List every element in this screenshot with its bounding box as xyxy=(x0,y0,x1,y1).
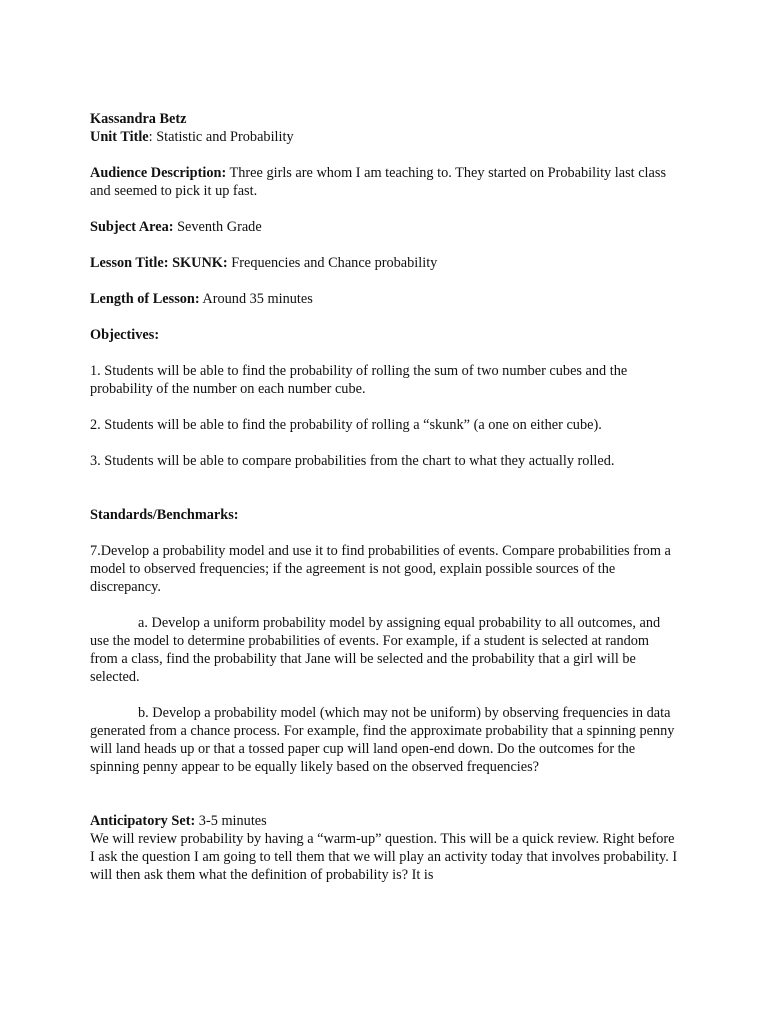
anticipatory-label: Anticipatory Set: xyxy=(90,813,196,829)
unit-title-value: : Statistic and Probability xyxy=(148,129,294,145)
anticipatory-value: 3-5 minutes xyxy=(195,813,267,829)
unit-title-label: Unit Title xyxy=(90,129,149,145)
audience-label: Audience Description: xyxy=(90,165,227,181)
audience-value: Three girls are whom I am teaching to. They started on Probability last class and seemed to pick it up fast. xyxy=(90,165,667,199)
subject-label: Subject Area: xyxy=(90,219,174,235)
objective-item: 3. Students will be able to compare probabilities from the chart to what they actually rolled. xyxy=(90,453,615,469)
objective-item: 2. Students will be able to find the probability of rolling a “skunk” (a one on either cube). xyxy=(90,417,602,433)
subject-area-line xyxy=(90,218,680,236)
unit-title-line xyxy=(90,128,680,146)
standards-heading: Standards/Benchmarks: xyxy=(90,507,239,523)
lesson-length-line xyxy=(90,290,680,308)
anticipatory-body: We will review probability by having a “warm-up” question. This will be a quick review. Right before I ask the question I am going to tell them that we will play an activity today that involves probability. I will then ask them what the definition of probability is? It is xyxy=(90,831,678,883)
anticipatory-set-line xyxy=(90,812,680,830)
lesson-title-label: Lesson Title: xyxy=(90,255,169,271)
lesson-title-bold-value: SKUNK: xyxy=(168,255,228,271)
lesson-title-value: Frequencies and Chance probability xyxy=(227,255,438,271)
document-page xyxy=(90,110,680,884)
subject-value: Seventh Grade xyxy=(173,219,262,235)
standard-a: a. Develop a uniform probability model by assigning equal probability to all outcomes, and use the model to determine probabilities of events. For example, if a student is selected at random from a class, find the probability that Jane will be selected and the probability that a girl will be selected. xyxy=(90,615,661,685)
length-value: Around 35 minutes xyxy=(199,291,313,307)
length-label: Length of Lesson: xyxy=(90,291,200,307)
objectives-heading: Objectives: xyxy=(90,327,160,343)
audience-description xyxy=(90,164,680,200)
standard-main: 7.Develop a probability model and use it to find probabilities of events. Compare probabilities from a model to observed frequencies; if the agreement is not good, explain possible sources of the discrepancy. xyxy=(90,543,671,595)
standard-b: b. Develop a probability model (which may not be uniform) by observing frequencies in data generated from a chance process. For example, find the approximate probability that a spinning penny will land heads up or that a tossed paper cup will land open-end down. Do the outcomes for the spinning penny appear to be equally likely based on the observed frequencies? xyxy=(90,705,675,775)
lesson-title-line xyxy=(90,254,680,272)
author-name: Kassandra Betz xyxy=(90,111,187,127)
objective-item: 1. Students will be able to find the probability of rolling the sum of two number cubes and the probability of the number on each number cube. xyxy=(90,363,628,397)
